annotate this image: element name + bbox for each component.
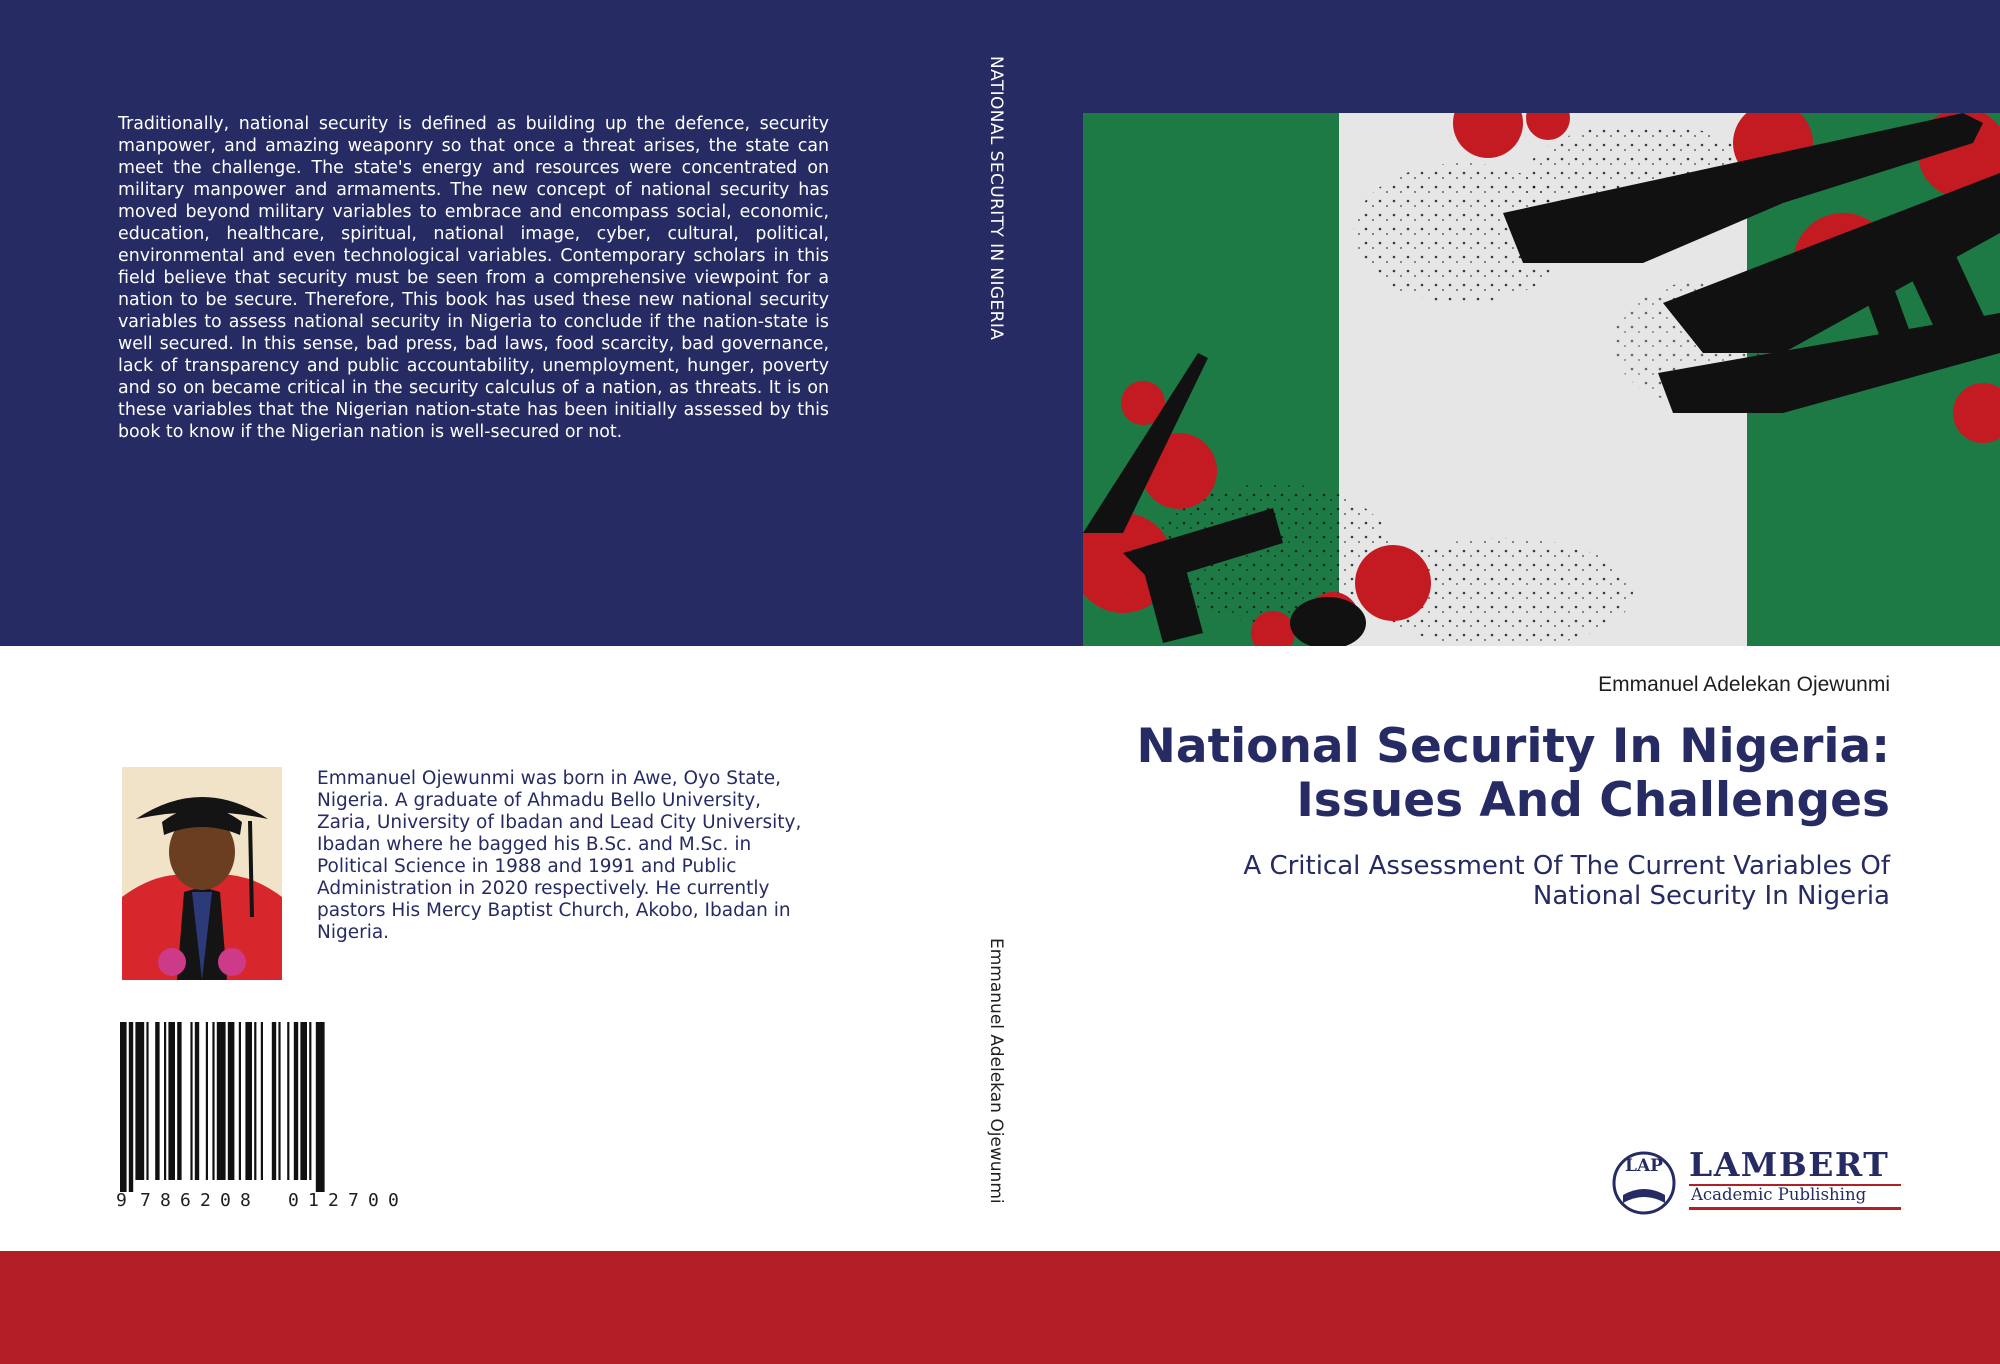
book-title-line-2: Issues And Challenges: [1296, 773, 1890, 828]
book-title: [990, 720, 1890, 828]
barcode-digit: 8: [240, 1190, 251, 1211]
barcode-bar: [155, 1022, 159, 1180]
barcode-digit: 6: [180, 1190, 191, 1211]
back-cover-blurb: Traditionally, national security is defined as building up the defence, security manpower, and amazing weaponry so that once a threat arises, the state can meet the challenge. The state's energy and resources were concentrated on military manpower and armaments. The new concept of national security has moved beyond military variables to embrace and encompass social, economic, education, healthcare, spiritual, national image, cyber, cultural, political, environmental and even technological variables. Contemporary scholars in this field believe that security must be seen from a comprehensive viewpoint for a nation to be secure. Therefore, This book has used these new national security variables to assess national security in Nigeria to conclude if the nation-state is well secured. In this sense, bad press, bad laws, food scarcity, bad governance, lack of transparency and public accountability, unemployment, hunger, poverty and so on became critical in the security calculus of a nation, as threats. It is on these variables that the Nigerian nation-state has been initially assessed by this book to know if the Nigerian nation is well-secured or not.: [118, 114, 829, 442]
barcode-bar: [294, 1022, 298, 1180]
logo-underline: [1689, 1207, 1901, 1210]
barcode-bar: [135, 1022, 144, 1180]
barcode-bar: [300, 1022, 307, 1180]
book-subtitle: [990, 851, 1890, 911]
bottom-red-band: [0, 1251, 2000, 1364]
publisher-tagline: Academic Publishing: [1691, 1185, 1867, 1204]
barcode-bars: [118, 1022, 430, 1192]
barcode-bar: [129, 1022, 133, 1192]
nigerian-flag-weapons-illustration: [1083, 113, 2000, 646]
author-portrait-image: [122, 767, 282, 980]
spine-author: Emmanuel Adelekan Ojewunmi: [986, 938, 1006, 1204]
barcode-bar: [168, 1022, 175, 1180]
barcode-bar: [316, 1022, 325, 1192]
barcode-digit: 0: [288, 1190, 299, 1211]
barcode-digit: 8: [160, 1190, 171, 1211]
barcode-bar: [120, 1022, 127, 1192]
isbn-barcode: [118, 1022, 430, 1212]
barcode-bar: [164, 1022, 166, 1180]
barcode-digit: 1: [308, 1190, 319, 1211]
barcode-digit: 7: [140, 1190, 151, 1211]
barcode-digit: 0: [388, 1190, 399, 1211]
barcode-bar: [239, 1022, 241, 1180]
barcode-digit: 0: [368, 1190, 379, 1211]
lap-badge-icon: [1605, 1145, 1683, 1215]
book-subtitle-line-1: A Critical Assessment Of The Current Variables Of: [1243, 851, 1890, 881]
barcode-digit: 9: [116, 1190, 127, 1211]
barcode-digit: 7: [348, 1190, 359, 1211]
barcode-bar: [287, 1022, 289, 1180]
barcode-bar: [206, 1022, 208, 1180]
barcode-digit: 2: [200, 1190, 211, 1211]
barcode-bar: [309, 1022, 311, 1180]
barcode-bar: [272, 1022, 276, 1180]
book-title-line-1: National Security In Nigeria:: [1136, 719, 1890, 774]
cover-artwork: [1083, 113, 2000, 646]
barcode-bar: [146, 1022, 148, 1180]
barcode-bar: [190, 1022, 192, 1180]
barcode-bar: [217, 1022, 226, 1180]
barcode-digit: 2: [328, 1190, 339, 1211]
barcode-bar: [278, 1022, 280, 1180]
lap-badge-text: LAP: [1625, 1156, 1663, 1176]
author-photo: [122, 767, 282, 980]
book-subtitle-line-2: National Security In Nigeria: [1532, 881, 1890, 911]
front-author-name: Emmanuel Adelekan Ojewunmi: [1598, 673, 1890, 696]
barcode-bar: [212, 1022, 214, 1180]
barcode-bar: [228, 1022, 235, 1180]
barcode-bar: [261, 1022, 263, 1180]
barcode-bar: [177, 1022, 181, 1180]
barcode-bar: [245, 1022, 252, 1180]
spine-title: NATIONAL SECURITY IN NIGERIA: [986, 56, 1006, 341]
barcode-digit: 0: [220, 1190, 231, 1211]
barcode-bar: [254, 1022, 256, 1180]
author-bio: Emmanuel Ojewunmi was born in Awe, Oyo State, Nigeria. A graduate of Ahmadu Bello University, Zaria, University of Ibadan and Lead City University, Ibadan where he bagged his B.Sc. and M.Sc. in Political Science in 1988 and 1991 and Public Administration in 2020 respectively. He currently pastors His Mercy Baptist Church, Akobo, Ibadan in Nigeria.: [317, 768, 802, 943]
publisher-logo: [1605, 1145, 1900, 1215]
barcode-bar: [195, 1022, 199, 1180]
publisher-name: LAMBERT: [1689, 1145, 1890, 1184]
